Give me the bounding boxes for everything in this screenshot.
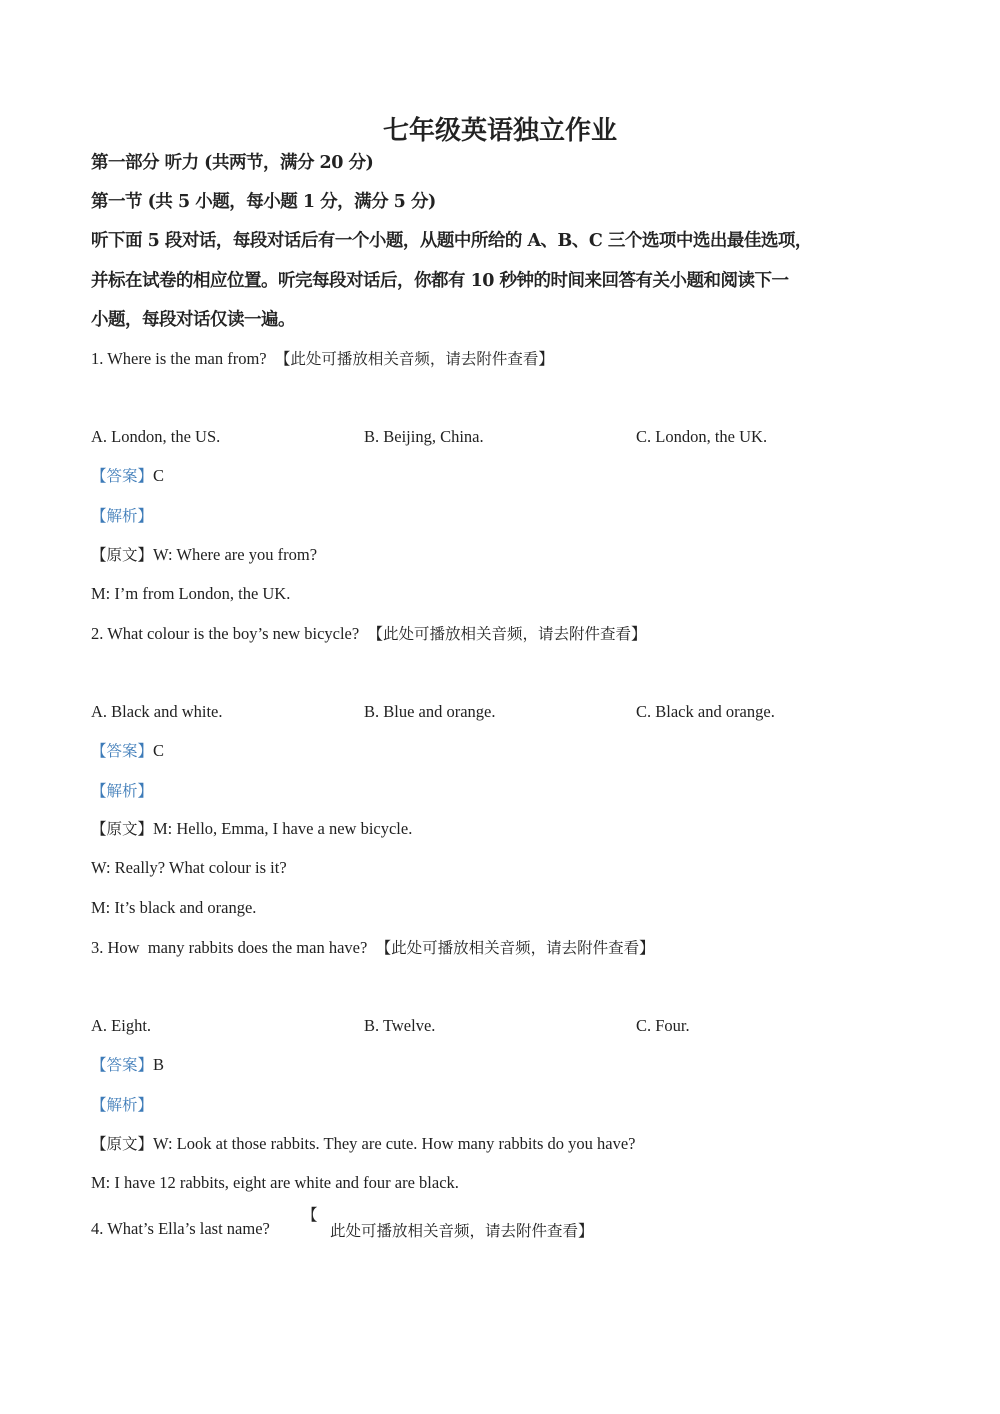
option-b: B. Twelve. [364,1016,436,1035]
original-label: 【原文】 [91,1135,154,1153]
answer-line [91,465,164,487]
original-label: 【原文】 [91,820,154,838]
answer-label: 【答案】 [91,467,154,485]
question-text: 3. How many rabbits does the man have? [91,938,368,957]
original-label: 【原文】 [91,546,154,564]
transcript-text: M: Hello, Emma, I have a new bicycle. [153,819,413,838]
part-heading: 第一部分 听力 (共两节，满分 20 分) [91,153,374,173]
option-a: A. Black and white. [91,702,223,721]
option-a: A. Eight. [91,1016,152,1035]
transcript-line: M: I’m from London, the UK. [91,584,291,603]
transcript-text: W: Look at those rabbits. They are cute. How many rabbits do you have? [153,1134,636,1153]
analysis-label: 【解析】 [91,507,154,525]
answer-value: C [153,466,165,485]
option-c: C. Black and orange. [636,702,775,721]
transcript-text: W: Where are you from? [153,545,318,564]
page-title: 七年级英语独立作业 [382,116,617,146]
analysis-label: 【解析】 [91,1096,154,1114]
audio-note-bracket: 【 [302,1206,318,1224]
audio-note: 【此处可播放相关音频，请去附件查看】 [375,939,655,957]
instructions-line: 并标在试卷的相应位置。听完每段对话后，你都有 10 秒钟的时间来回答有关小题和阅读下一 [91,271,789,291]
transcript-line: M: It’s black and orange. [91,898,257,917]
answer-value: C [153,741,165,760]
option-a: A. London, the US. [91,427,221,446]
transcript-line [91,544,317,566]
transcript-line: W: Really? What colour is it? [91,858,287,877]
question-3 [91,937,655,959]
transcript-line [91,818,412,840]
audio-note: 此处可播放相关音频，请去附件查看】 [330,1222,594,1240]
answer-line [91,740,164,762]
answer-line [91,1054,164,1076]
option-c: C. London, the UK. [636,427,768,446]
question-text: 1. Where is the man from? [91,349,267,368]
transcript-line [91,1133,636,1155]
transcript-line: M: I have 12 rabbits, eight are white and four are black. [91,1173,459,1192]
option-c: C. Four. [636,1016,690,1035]
audio-note: 【此处可播放相关音频，请去附件查看】 [367,625,647,643]
question-2 [91,623,646,645]
section-heading: 第一节 (共 5 小题，每小题 1 分，满分 5 分) [91,192,436,212]
option-b: B. Blue and orange. [364,702,496,721]
option-b: B. Beijing, China. [364,427,484,446]
answer-value: B [153,1055,165,1074]
answer-label: 【答案】 [91,742,154,760]
audio-note: 【此处可播放相关音频，请去附件查看】 [274,350,554,368]
instructions-line: 听下面 5 段对话，每段对话后有一个小题，从题中所给的 A、B、C 三个选项中选出最佳选项， [91,231,812,251]
analysis-label: 【解析】 [91,782,154,800]
answer-label: 【答案】 [91,1056,154,1074]
question-4: 4. What’s Ella’s last name? [91,1219,270,1238]
question-1 [91,348,554,370]
instructions-line: 小题，每段对话仅读一遍。 [91,310,295,330]
question-text: 2. What colour is the boy’s new bicycle? [91,624,360,643]
